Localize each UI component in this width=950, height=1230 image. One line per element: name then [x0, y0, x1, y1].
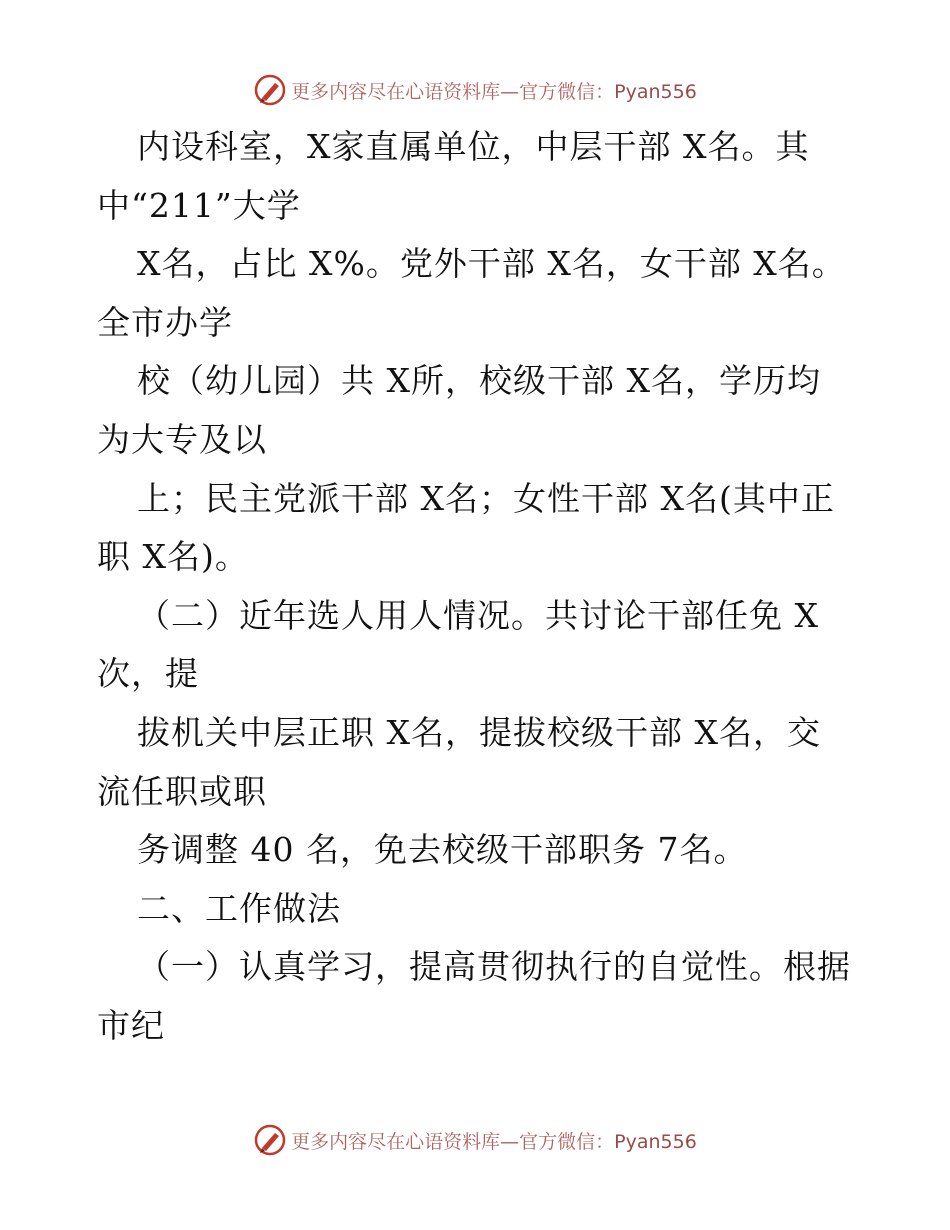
body-line: （二）近年选人用人情况。共讨论干部任免 X — [137, 595, 819, 635]
body-line: X名，占比 X%。党外干部 X名，女干部 X名。 — [137, 244, 846, 284]
header-banner-cn: 更多内容尽在心语资料库—官方微信： — [291, 80, 615, 103]
footer-banner-text — [291, 1127, 697, 1154]
section-heading: 二、工作做法 — [137, 888, 341, 928]
body-line: 为大专及以 — [97, 419, 267, 459]
header-banner-text — [291, 77, 697, 104]
header-banner — [0, 70, 950, 110]
header-banner-wechat-id: Pyan556 — [614, 80, 697, 103]
body-line: 职 X名)。 — [97, 537, 249, 577]
body-line: 全市办学 — [97, 302, 233, 342]
body-line: 校（幼儿园）共 X所，校级干部 X名，学历均 — [137, 361, 821, 401]
body-line: （一）认真学习，提高贯彻执行的自觉性。根据 — [137, 947, 851, 987]
body-line: 次，提 — [97, 654, 199, 694]
footer-banner — [0, 1120, 950, 1160]
footer-banner-wechat-id: Pyan556 — [614, 1130, 697, 1153]
body-line: 上；民主党派干部 X名；女性干部 X名(其中正 — [137, 478, 835, 518]
pen-logo-icon — [253, 1123, 287, 1157]
body-line: 市纪 — [97, 1005, 165, 1045]
body-line: 内设科室，X家直属单位，中层干部 X名。其 — [137, 127, 810, 166]
pen-logo-icon — [253, 73, 287, 107]
body-line: 务调整 40 名，免去校级干部职务 7名。 — [137, 830, 748, 870]
document-body — [97, 118, 887, 1056]
body-line: 中“211”大学 — [97, 185, 301, 225]
body-line: 流任职或职 — [97, 771, 267, 811]
body-line: 拔机关中层正职 X名，提拔校级干部 X名，交 — [137, 712, 821, 752]
footer-banner-cn: 更多内容尽在心语资料库—官方微信： — [291, 1130, 615, 1153]
